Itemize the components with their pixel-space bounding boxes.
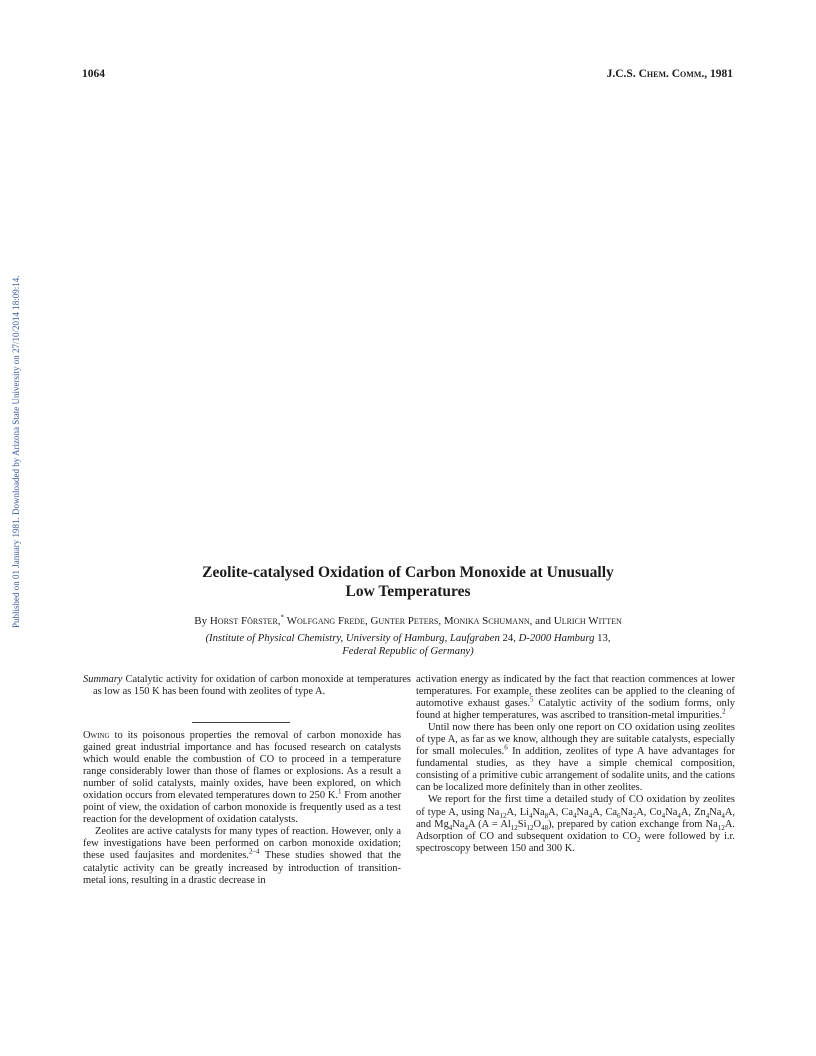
p3-s1: 12 — [499, 811, 507, 820]
right-p1-text-b: Catalytic activity of the sodium forms, only found at higher temperatures, was ascribed to transition-metal impurities. — [416, 698, 736, 722]
p3-o: Si — [517, 818, 527, 830]
p3-f: A, Ca — [592, 806, 618, 818]
p3-s4: 4 — [573, 811, 577, 820]
ref-2b: 2 — [722, 707, 726, 716]
p3-s18: 2 — [637, 835, 641, 844]
p3-b: A, Li — [506, 806, 529, 818]
left-p2-text: Zeolites are active catalysts for many types of reaction. However, only a few investigations have been performed on carbon monoxide oxidation; these used faujasites and mordenites. — [83, 826, 401, 862]
p3-c: Na — [532, 806, 545, 818]
right-column — [416, 674, 735, 855]
p3-s15: 12 — [526, 823, 534, 832]
summary-divider — [192, 722, 290, 723]
affiliation — [0, 632, 816, 658]
p3-j: A, Zn — [680, 806, 706, 818]
summary-paragraph — [83, 674, 411, 698]
p3-s16: 48 — [541, 823, 549, 832]
p3-s12: 4 — [448, 823, 453, 832]
journal-header — [607, 68, 733, 80]
ref-1: 1 — [338, 787, 342, 796]
left-p2-text-b: These studies showed that the catalytic activity can be greatly increased by introduction of transition-metal ions, resulting in a drastic decrease in — [83, 850, 401, 886]
left-column — [83, 730, 401, 887]
author-last: Ulrich Witten — [553, 615, 622, 627]
download-notice: Published on 01 January 1981. Downloaded by Arizona State University on 27/10/2014 18:09:14. — [11, 275, 21, 628]
p3-s6: 6 — [617, 811, 621, 820]
p3-s5: 4 — [588, 811, 593, 820]
p3-m: Na — [452, 818, 465, 830]
aff-text-c: , — [607, 632, 611, 644]
drop-word: Owing — [83, 730, 110, 741]
p3-s17: 12 — [717, 823, 725, 832]
aff-num-1: 24 — [502, 632, 514, 644]
p3-s10: 4 — [705, 811, 710, 820]
p3-e: Na — [576, 806, 589, 818]
summary-text: Catalytic activity for oxidation of carbon monoxide at temperatures as low as 150 K has been found with zeolites of type A. — [93, 674, 411, 698]
p3-s7: 2 — [632, 811, 637, 820]
p3-d: A, Ca — [548, 806, 574, 818]
p3-s13: 4 — [464, 823, 468, 832]
journal-name: J.C.S. — [606, 68, 639, 80]
page-number: 1064 — [82, 68, 105, 80]
aff-num-2: 13 — [597, 632, 608, 644]
p3-s: were followed by i.r. spectroscopy between 150 and 300 K. — [416, 830, 735, 854]
affiliation-line-2: Federal Republic of Germany) — [342, 645, 474, 657]
right-paragraph-1 — [416, 674, 735, 722]
p3-q: ), prepared by cation exchange from Na — [548, 818, 718, 830]
p3-k: Na — [709, 806, 722, 818]
left-p1-text: to its poisonous properties the removal of carbon monoxide has gained great industrial importance and has focused research on catalysts which would enable the combustion of CO to proceed in a temperature range considerably lower than those of flames or explosions. As a result a number of solid catalysts, mainly oxides, have been explored, on which oxidation occurs from elevated temperatures down to 250 K. — [83, 730, 401, 802]
p3-i: Na — [665, 806, 678, 818]
p3-a: We report for the first time a detailed study of CO oxidation by zeolites of type A, using Na — [416, 794, 735, 818]
authors-middle: Wolfgang Frede, Gunter Peters, Monika Schumann, — [284, 615, 533, 627]
p3-r: A. Adsorption of CO and subsequent oxidation to CO — [416, 818, 735, 842]
ref-2-4: 2–4 — [249, 847, 260, 856]
ref-6: 6 — [504, 743, 508, 752]
right-p1-text: activation energy as indicated by the fact that reaction commences at lower temperatures. For example, these zeolites can be applied to the cleaning of automotive exhaust gases. — [416, 674, 735, 710]
corresponding-star: * — [280, 613, 285, 622]
title-line-2: Low Temperatures — [345, 583, 471, 600]
p3-p: O — [533, 818, 542, 830]
ref-5: 5 — [530, 695, 534, 704]
right-paragraph-3 — [416, 794, 735, 854]
article-title — [0, 563, 816, 601]
p3-g: Na — [620, 806, 633, 818]
right-paragraph-2 — [416, 722, 735, 794]
left-paragraph-2 — [83, 826, 401, 886]
title-line-1: Zeolite-catalysed Oxidation of Carbon Monoxide at Unusually — [202, 564, 614, 581]
p3-s3: 8 — [544, 811, 549, 820]
journal-name-smallcaps: Chem. Comm. — [638, 68, 705, 80]
p3-s8: 4 — [661, 811, 666, 820]
p3-n: A (A = Al — [467, 818, 511, 830]
right-p2-text: Until now there has been only one report on CO oxidation using zeolites of type A, as far as we know, although they are suitable catalysts, especially for small molecules. — [416, 722, 735, 758]
left-paragraph-1 — [83, 730, 401, 826]
p3-s11: 4 — [721, 811, 725, 820]
byline-and: and — [532, 615, 554, 627]
byline-by: By — [194, 615, 210, 627]
affiliation-line-1 — [0, 632, 816, 645]
p3-s14: 12 — [510, 823, 518, 832]
p3-l: A, and Mg — [416, 806, 736, 830]
p3-s9: 4 — [677, 811, 681, 820]
p3-h: A, Co — [636, 806, 662, 818]
left-p1-text-b: From another point of view, the oxidation of carbon monoxide is frequently used as a test reaction for the development of oxidation catalysts. — [83, 790, 401, 826]
journal-year: , 1981 — [704, 68, 733, 80]
aff-text-a: (Institute of Physical Chemistry, University of Hamburg, Laufgraben — [205, 632, 503, 644]
aff-text-b: , D-2000 Hamburg — [513, 632, 598, 644]
author-byline — [0, 615, 816, 627]
summary-label: Summary — [83, 674, 123, 685]
author-1: Horst Förster, — [209, 615, 281, 627]
p3-s2: 4 — [528, 811, 533, 820]
right-p2-text-b: In addition, zeolites of type A have advantages for fundamental studies, as they have a simple chemical composition, consisting of a primitive cubic arrangement of sodalite units, and the cations can be localized more definitely than in other zeolites. — [416, 746, 735, 794]
